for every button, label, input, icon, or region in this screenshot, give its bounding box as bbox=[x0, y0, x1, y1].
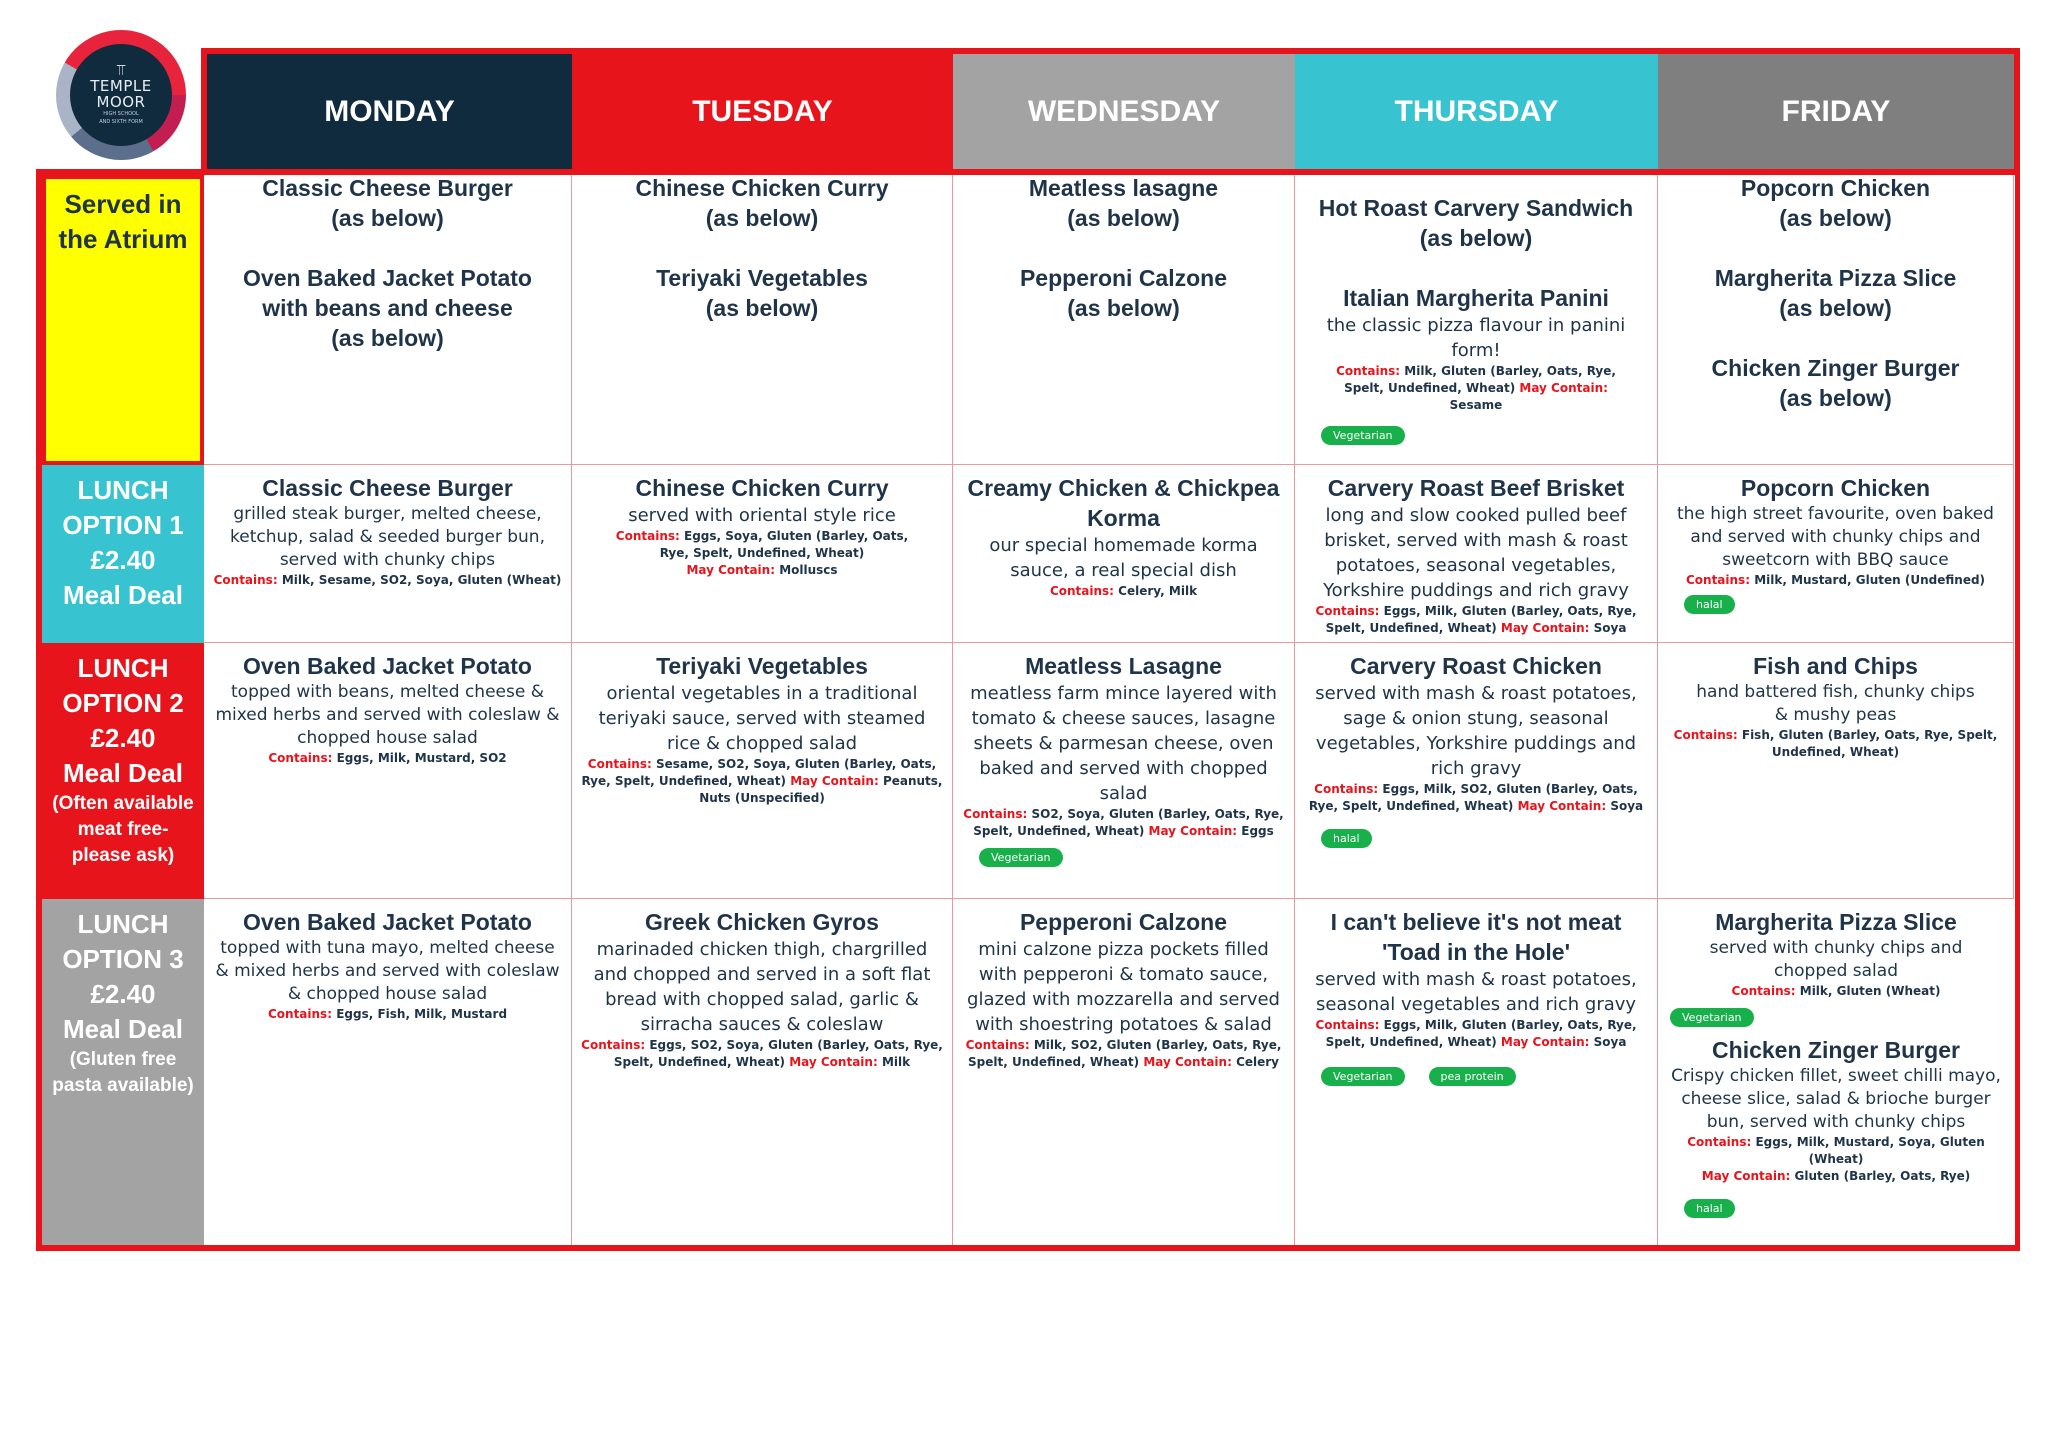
contains-text: Eggs, Milk, Gluten (Barley, Oats, Rye, Spelt, Undefined, Wheat) bbox=[1325, 1018, 1637, 1049]
row-label-note: pasta available) bbox=[52, 1075, 194, 1096]
header-friday: FRIDAY bbox=[1658, 54, 2014, 169]
dish-description: served with chunky chips and chopped salad bbox=[1709, 938, 1963, 981]
logo-sub-line1: HIGH SCHOOL bbox=[103, 111, 139, 117]
may-contain-label: May Contain: bbox=[790, 774, 879, 788]
contains-text: Sesame, SO2, Soya, Gluten (Barley, Oats, Rye, Spelt, Undefined, Wheat) bbox=[581, 757, 937, 788]
logo-glyph: ⫪ bbox=[116, 61, 126, 79]
dish-description: hand battered fish, chunky chips & mushy peas bbox=[1696, 682, 1975, 725]
dish-title: Margherita Pizza Slice bbox=[1714, 265, 1957, 291]
row-label-line: £2.40 bbox=[90, 723, 156, 753]
row-label-line: LUNCH bbox=[77, 475, 169, 505]
contains-label: Contains: bbox=[213, 573, 278, 587]
may-contain-text: Molluscs bbox=[779, 563, 838, 577]
dish-description: served with mash & roast potatoes, sage & onion stung, seasonal vegetables, Yorkshire puddings and rich gravy bbox=[1315, 683, 1637, 779]
contains-label: Contains: bbox=[581, 1038, 646, 1052]
may-contain-label: May Contain: bbox=[1143, 1055, 1232, 1069]
may-contain-label: May Contain: bbox=[686, 563, 775, 577]
logo-sub-line2: AND SIXTH FORM bbox=[99, 119, 143, 125]
dish-description: the high street favourite, oven baked and served with chunky chips and sweetcorn with BBQ sauce bbox=[1677, 504, 1994, 570]
contains-label: Contains: bbox=[1049, 584, 1114, 598]
contains-text: Milk, Gluten (Wheat) bbox=[1799, 984, 1941, 998]
dish-title: Carvery Roast Chicken bbox=[1350, 653, 1602, 679]
vegetarian-tag: Vegetarian bbox=[979, 848, 1063, 867]
may-contain-label: May Contain: bbox=[1500, 621, 1590, 635]
dish-title: Chinese Chicken Curry bbox=[635, 175, 889, 201]
dish-title: Creamy Chicken & Chickpea Korma bbox=[967, 475, 1280, 531]
dish-title: Meatless Lasagne bbox=[1025, 653, 1222, 679]
dish-description: Crispy chicken fillet, sweet chilli mayo, cheese slice, salad & brioche burger bun, served with chunky chips bbox=[1671, 1066, 2001, 1132]
row-label-line: £2.40 bbox=[90, 545, 156, 575]
contains-label: Contains: bbox=[1315, 1018, 1380, 1032]
contains-label: Contains: bbox=[587, 757, 652, 771]
table-frame bbox=[36, 169, 2020, 1251]
dish-title: Greek Chicken Gyros bbox=[645, 909, 879, 935]
header-wednesday: WEDNESDAY bbox=[953, 54, 1295, 169]
dish-description: marinaded chicken thigh, chargrilled and chopped and served in a soft flat bread with chopped salad, garlic & sirracha sauces & coleslaw bbox=[593, 939, 931, 1035]
may-contain-text: Peanuts, Nuts (Unspecified) bbox=[699, 774, 943, 805]
row-label-line: Served in bbox=[64, 189, 182, 219]
dish-title: Pepperoni Calzone bbox=[1019, 909, 1228, 935]
contains-text: Eggs, Milk, Mustard, Soya, Gluten (Wheat) bbox=[1755, 1135, 1985, 1166]
dish-title: Fish and Chips bbox=[1753, 653, 1918, 679]
dish-title: Teriyaki Vegetables bbox=[656, 653, 868, 679]
row-label-line: LUNCH bbox=[77, 909, 169, 939]
contains-label: Contains: bbox=[1336, 364, 1401, 378]
dish-description: our special homemade korma sauce, a real special dish bbox=[989, 535, 1258, 581]
dish-note: (as below) bbox=[1779, 205, 1892, 231]
contains-label: Contains: bbox=[965, 1038, 1030, 1052]
contains-label: Contains: bbox=[1315, 604, 1380, 618]
contains-label: Contains: bbox=[1731, 984, 1796, 998]
header-monday: MONDAY bbox=[207, 54, 572, 169]
dish-note: (as below) bbox=[1779, 295, 1892, 321]
dish-note: (as below) bbox=[1419, 225, 1533, 251]
halal-tag: halal bbox=[1684, 1199, 1735, 1218]
may-contain-label: May Contain: bbox=[1517, 799, 1607, 813]
contains-text: Eggs, Milk, Mustard, SO2 bbox=[336, 751, 507, 765]
contains-text: SO2, Soya, Gluten (Barley, Oats, Rye, Spelt, Undefined, Wheat) bbox=[973, 807, 1284, 838]
row-label-line: Meal Deal bbox=[63, 1014, 183, 1044]
dish-note: (as below) bbox=[705, 205, 819, 231]
dish-description: grilled steak burger, melted cheese, ketchup, salad & seeded burger bun, served with chunky chips bbox=[230, 504, 545, 570]
dish-description: long and slow cooked pulled beef brisket, served with mash & roast potatoes, seasonal vegetables, Yorkshire puddings and rich gravy bbox=[1323, 505, 1629, 601]
contains-text: Eggs, SO2, Soya, Gluten (Barley, Oats, Rye, Spelt, Undefined, Wheat) bbox=[613, 1038, 943, 1069]
row-label-note: (Gluten free bbox=[69, 1049, 177, 1070]
may-contain-text: Soya bbox=[1593, 621, 1627, 635]
dish-title: Oven Baked Jacket Potato bbox=[243, 909, 532, 935]
dish-title: Popcorn Chicken bbox=[1740, 175, 1931, 201]
header-tuesday: TUESDAY bbox=[572, 54, 953, 169]
contains-label: Contains: bbox=[1685, 573, 1750, 587]
dish-description: mini calzone pizza pockets filled with pepperoni & tomato sauce, glazed with mozzarella and served with shoestring potatoes & salad bbox=[967, 939, 1280, 1035]
dish-title: Margherita Pizza Slice bbox=[1715, 909, 1957, 935]
dish-note: (as below) bbox=[1067, 205, 1180, 231]
dish-note: (as below) bbox=[1779, 385, 1892, 411]
dish-title: Chinese Chicken Curry bbox=[635, 475, 889, 501]
may-contain-text: Sesame bbox=[1449, 398, 1503, 412]
row-label-note: (Often available bbox=[52, 793, 194, 814]
may-contain-text: Soya bbox=[1593, 1035, 1627, 1049]
may-contain-text: Soya bbox=[1610, 799, 1644, 813]
row-label-line: Meal Deal bbox=[63, 580, 183, 610]
dish-description: the classic pizza flavour in panini form! bbox=[1326, 315, 1626, 361]
row-label-line: Meal Deal bbox=[63, 758, 183, 788]
header-frame bbox=[201, 48, 2020, 169]
dish-description: oriental vegetables in a traditional teriyaki sauce, served with steamed rice & chopped salad bbox=[598, 683, 926, 754]
contains-text: Fish, Gluten (Barley, Oats, Rye, Spelt, Undefined, Wheat) bbox=[1741, 728, 1998, 759]
may-contain-text: Celery bbox=[1236, 1055, 1279, 1069]
contains-label: Contains: bbox=[963, 807, 1028, 821]
row-label-line: £2.40 bbox=[90, 979, 156, 1009]
dish-title: Chicken Zinger Burger bbox=[1711, 355, 1960, 381]
header-thursday: THURSDAY bbox=[1295, 54, 1658, 169]
dish-title: Italian Margherita Panini bbox=[1343, 285, 1609, 311]
row-label-line: OPTION 1 bbox=[62, 510, 184, 540]
logo-badge bbox=[70, 44, 172, 146]
vegetarian-tag: Vegetarian bbox=[1321, 1067, 1405, 1086]
contains-text: Eggs, Soya, Gluten (Barley, Oats, Rye, Spelt, Undefined, Wheat) bbox=[659, 529, 909, 560]
may-contain-label: May Contain: bbox=[1148, 824, 1238, 838]
dish-title: Teriyaki Vegetables bbox=[656, 265, 868, 291]
dish-note: (as below) bbox=[705, 295, 819, 321]
dish-title: Chicken Zinger Burger bbox=[1712, 1037, 1960, 1063]
dish-description: served with mash & roast potatoes, seasonal vegetables and rich gravy bbox=[1315, 969, 1637, 1015]
dish-title: Pepperoni Calzone bbox=[1019, 265, 1228, 291]
contains-label: Contains: bbox=[1687, 1135, 1752, 1149]
contains-text: Celery, Milk bbox=[1118, 584, 1198, 598]
dish-description: served with oriental style rice bbox=[628, 505, 896, 526]
school-logo bbox=[56, 30, 186, 160]
dish-title: Classic Cheese Burger bbox=[262, 175, 513, 201]
halal-tag: halal bbox=[1321, 829, 1372, 848]
contains-label: Contains: bbox=[615, 529, 680, 543]
dish-description: topped with beans, melted cheese & mixed herbs and served with coleslaw & chopped house salad bbox=[215, 682, 560, 748]
dish-note: (as below) bbox=[1067, 295, 1180, 321]
dish-description: topped with tuna mayo, melted cheese & mixed herbs and served with coleslaw & chopped house salad bbox=[215, 938, 560, 1004]
contains-label: Contains: bbox=[267, 1007, 332, 1021]
halal-tag: halal bbox=[1684, 595, 1735, 614]
contains-label: Contains: bbox=[1673, 728, 1738, 742]
contains-text: Eggs, Milk, SO2, Gluten (Barley, Oats, Rye, Spelt, Undefined, Wheat) bbox=[1308, 782, 1638, 813]
dish-title: Oven Baked Jacket Potato with beans and cheese bbox=[243, 265, 532, 321]
contains-text: Eggs, Milk, Gluten (Barley, Oats, Rye, Spelt, Undefined, Wheat) bbox=[1325, 604, 1637, 635]
contains-text: Milk, Gluten (Barley, Oats, Rye, Spelt, Undefined, Wheat) bbox=[1344, 364, 1616, 395]
row-label-line: OPTION 3 bbox=[62, 944, 184, 974]
dish-title: I can't believe it's not meat 'Toad in the Hole' bbox=[1330, 909, 1622, 965]
contains-text: Milk, Mustard, Gluten (Undefined) bbox=[1754, 573, 1986, 587]
row-label-line: OPTION 2 bbox=[62, 688, 184, 718]
row-label-note: meat free- bbox=[77, 819, 169, 840]
contains-label: Contains: bbox=[1314, 782, 1379, 796]
logo-name-line2: MOOR bbox=[96, 93, 146, 111]
contains-text: Milk, SO2, Gluten (Barley, Oats, Rye, Spelt, Undefined, Wheat) bbox=[968, 1038, 1282, 1069]
may-contain-text: Gluten (Barley, Oats, Rye) bbox=[1794, 1169, 1971, 1183]
may-contain-label: May Contain: bbox=[1500, 1035, 1590, 1049]
may-contain-text: Eggs bbox=[1241, 824, 1274, 838]
vegetarian-tag: Vegetarian bbox=[1670, 1008, 1754, 1027]
dish-title: Oven Baked Jacket Potato bbox=[243, 653, 532, 679]
vegetarian-tag: Vegetarian bbox=[1321, 426, 1405, 445]
dish-title: Carvery Roast Beef Brisket bbox=[1327, 475, 1625, 501]
row-label-line: LUNCH bbox=[77, 653, 169, 683]
dish-note: (as below) bbox=[331, 325, 444, 351]
may-contain-text: Milk bbox=[881, 1055, 911, 1069]
dish-title: Popcorn Chicken bbox=[1740, 475, 1931, 501]
dish-description: meatless farm mince layered with tomato & cheese sauces, lasagne sheets & parmesan cheese, oven baked and served with chopped salad bbox=[970, 683, 1277, 804]
contains-text: Milk, Sesame, SO2, Soya, Gluten (Wheat) bbox=[281, 573, 562, 587]
contains-text: Eggs, Fish, Milk, Mustard bbox=[336, 1007, 508, 1021]
dish-note: (as below) bbox=[331, 205, 444, 231]
dish-title: Classic Cheese Burger bbox=[262, 475, 513, 501]
may-contain-label: May Contain: bbox=[789, 1055, 878, 1069]
dish-title: Meatless lasagne bbox=[1028, 175, 1219, 201]
dish-title: Hot Roast Carvery Sandwich bbox=[1318, 195, 1634, 221]
row-label-line: the Atrium bbox=[58, 224, 188, 254]
row-label-note: please ask) bbox=[71, 845, 175, 866]
contains-label: Contains: bbox=[268, 751, 333, 765]
may-contain-label: May Contain: bbox=[1701, 1169, 1791, 1183]
may-contain-label: May Contain: bbox=[1519, 381, 1608, 395]
logo-name-line1: TEMPLE bbox=[90, 77, 152, 95]
pea-protein-tag: pea protein bbox=[1429, 1067, 1516, 1086]
